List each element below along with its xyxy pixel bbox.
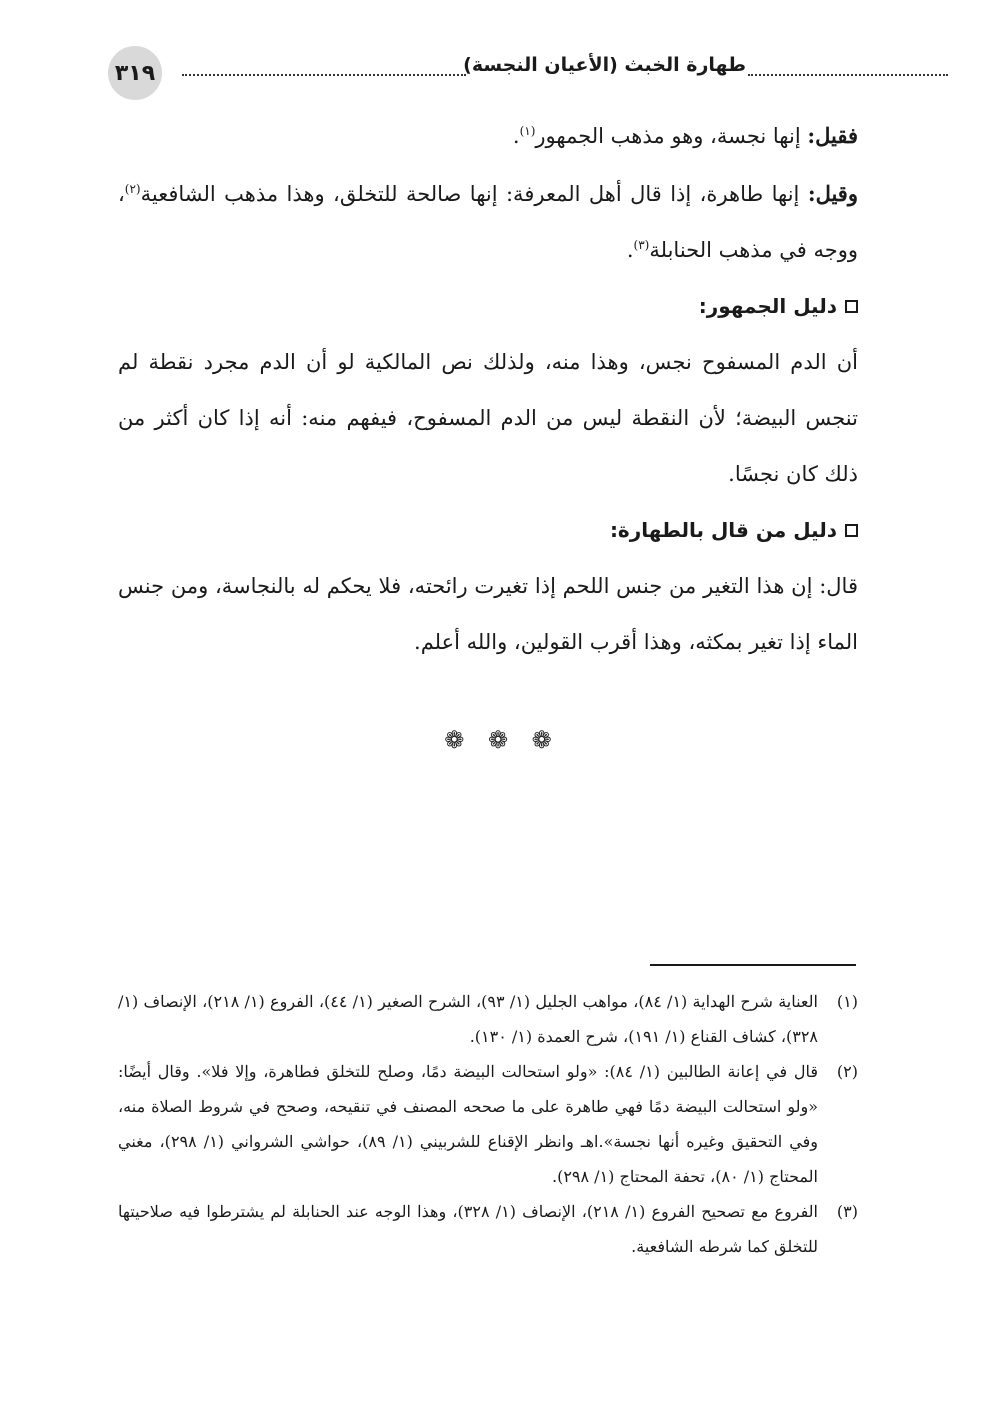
- paragraph-text: إنها نجسة، وهو مذهب الجمهور: [535, 124, 808, 148]
- section-heading-purity-evidence: [118, 502, 858, 558]
- paragraph-lead: فقيل:: [807, 123, 858, 148]
- paragraph-purity-evidence: قال: إن هذا التغير من جنس اللحم إذا تغيرت رائحته، فلا يحكم له بالنجاسة، ومن جنس الماء إذا تغير بمكثه، وهذا أقرب القولين، والله أعلم.: [118, 574, 858, 654]
- footnote-ref[interactable]: (٢): [124, 182, 141, 196]
- paragraph-text: ، ووجه في مذهب الحنابلة: [118, 182, 858, 262]
- footnote-item: [118, 984, 858, 1054]
- footnote-number: (٣): [836, 1202, 858, 1221]
- paragraph-lead: وقيل:: [807, 181, 858, 206]
- heading-text: دليل الجمهور:: [698, 294, 837, 318]
- chapter-title: طهارة الخبث (الأعيان النجسة): [463, 54, 746, 76]
- section-heading-majority-evidence: [118, 278, 858, 334]
- header-dot-leader-left: [182, 74, 466, 76]
- footnote-ref[interactable]: (١): [519, 124, 536, 138]
- flower-ornament-separator: ❁ ❁ ❁: [444, 726, 560, 754]
- footnote-number: (٢): [836, 1062, 858, 1081]
- footnote-text: الفروع مع تصحيح الفروع (١/ ٢١٨)، الإنصاف (١/ ٣٢٨)، وهذا الوجه عند الحنابلة لم يشترطوا فيه صلاحيتها للتخلق كما شرطه الشافعية.: [118, 1202, 818, 1256]
- footnote-number: (١): [836, 992, 858, 1011]
- paragraph-first-opinion: [118, 108, 858, 164]
- footnotes: [118, 984, 858, 1264]
- paragraph-second-opinion: [118, 166, 858, 278]
- paragraph-end: .: [512, 124, 520, 148]
- footnote-ref[interactable]: (٣): [633, 238, 650, 252]
- footnote-text: العناية شرح الهداية (١/ ٨٤)، مواهب الجليل (١/ ٩٣)، الشرح الصغير (١/ ٤٤)، الفروع (١/ ٢١٨)، الإنصاف (١/ ٣٢٨)، كشاف القناع (١/ ١٩١)، شرح العمدة (١/ ١٣٠).: [118, 992, 818, 1046]
- paragraph-end: .: [626, 238, 634, 262]
- footnote-rule: [650, 964, 856, 966]
- footnote-item: [118, 1054, 858, 1194]
- main-text: [118, 108, 858, 670]
- square-bullet-icon: [845, 300, 858, 313]
- square-bullet-icon: [845, 524, 858, 537]
- heading-text: دليل من قال بالطهارة:: [609, 518, 837, 542]
- paragraph-majority-evidence: أن الدم المسفوح نجس، وهذا منه، ولذلك نص المالكية لو أن الدم مجرد نقطة لم تنجس البيضة؛ لأن النقطة ليس من الدم المسفوح، فيفهم منه: أنه إذا كان أكثر من ذلك كان نجسًا.: [118, 350, 858, 486]
- header-dot-leader-right: [748, 74, 948, 76]
- footnote-item: [118, 1194, 858, 1264]
- page-number: ٣١٩: [108, 46, 162, 100]
- running-header: [108, 46, 856, 98]
- footnote-text: قال في إعانة الطالبين (١/ ٨٤): «ولو استحالت البيضة دمًا، وصلح للتخلق فطاهرة، وإلا فلا». وقال أيضًا: «ولو استحالت البيضة دمًا فهي طاهرة على ما صححه المصنف في تنقيحه، وصحح في شروط الصلاة منه، وفي التحقيق وغيره أنها نجسة».اهـ وانظر الإقناع للشربيني (١/ ٨٩)، حواشي الشرواني (١/ ٢٩٨)، مغني المحتاج (١/ ٨٠)، تحفة المحتاج (١/ ٢٩٨).: [118, 1062, 818, 1186]
- paragraph-text: إنها طاهرة، إذا قال أهل المعرفة: إنها صالحة للتخلق، وهذا مذهب الشافعية: [140, 182, 808, 206]
